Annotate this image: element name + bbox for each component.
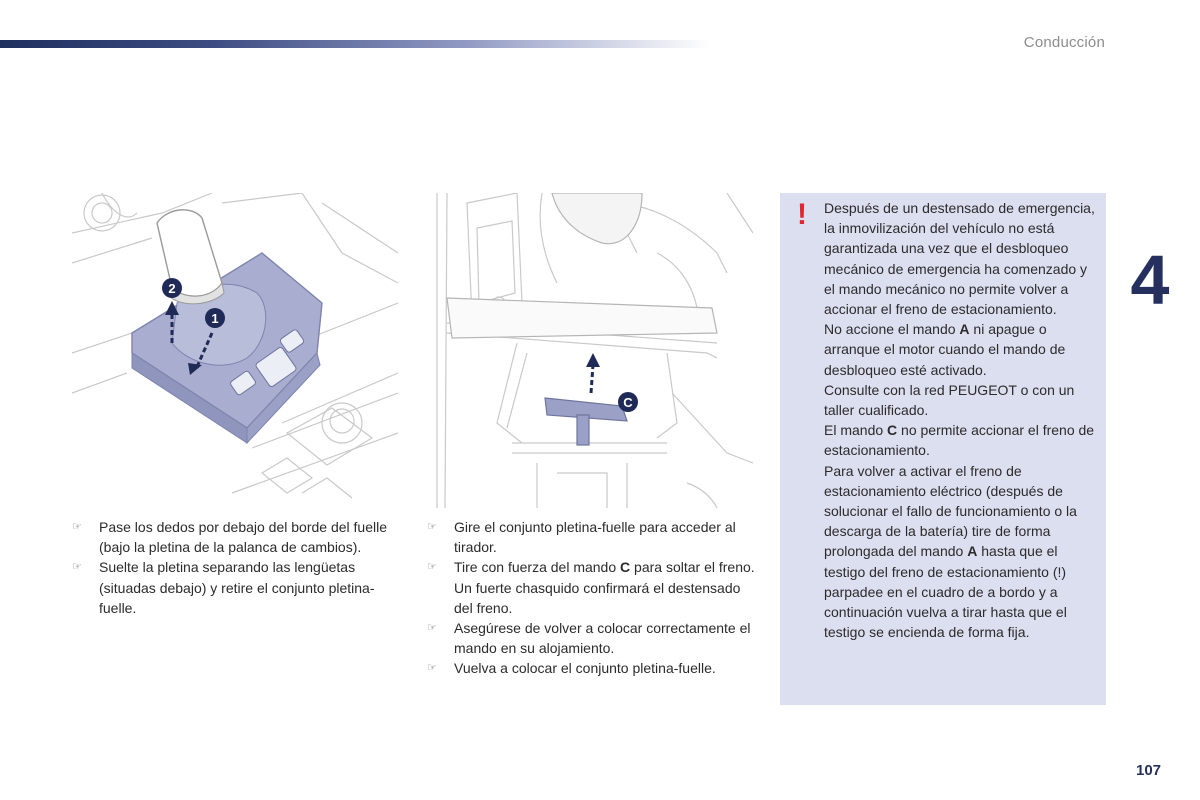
hand-pointer-icon: ☞ — [72, 561, 82, 574]
warning-paragraph: Después de un destensado de emergencia, la inmovilización del vehículo no está garantizada una vez que el desbloqueo mecánico de emergencia ha comenzado y el mando mecánico no permite volver a accionar el freno de estacionamiento. — [824, 200, 1095, 318]
warning-paragraph: No accione el mando A ni apague o arranque el motor cuando el mando de desbloqueo esté activado. — [824, 321, 1066, 378]
page-number: 107 — [1136, 762, 1162, 779]
warning-paragraph: Consulte con la red PEUGEOT o con un taller cualificado. — [824, 381, 1075, 419]
chapter-number: 4 — [1130, 241, 1170, 319]
middle-instructions — [427, 517, 757, 679]
section-title: Conducción — [1023, 34, 1105, 51]
list-item: ☞ Gire el conjunto pletina-fuelle para acceder al tirador. — [427, 519, 736, 556]
header-gradient-bar — [0, 40, 710, 48]
gear-console-illustration — [72, 193, 398, 508]
warning-text — [824, 198, 1096, 642]
callout-c: C — [623, 395, 633, 410]
list-item: ☞ Vuelva a colocar el conjunto pletina-fuelle. — [427, 658, 757, 678]
gear-console-drawing — [72, 193, 398, 508]
hand-pointer-icon: ☞ — [427, 622, 437, 635]
list-item: ☞ Suelte la pletina separando las lengüetas (situadas debajo) y retire el conjunto pletina-fuelle. — [72, 559, 375, 616]
left-instructions — [72, 517, 392, 618]
callout-1: 1 — [211, 311, 219, 326]
list-item: ☞ Pase los dedos por debajo del borde del fuelle (bajo la pletina de la palanca de cambios). — [72, 519, 387, 556]
list-item: ☞ Tire con fuerza del mando C para soltar el freno. Un fuerte chasquido confirmará el destensado del freno. — [427, 559, 755, 616]
hand-pointer-icon: ☞ — [72, 521, 82, 533]
release-handle-illustration — [427, 193, 753, 508]
warning-paragraph: Para volver a activar el freno de estacionamiento eléctrico (después de solucionar el fallo de funcionamiento o la descarga de la batería) tire de forma prolongada del mando A hasta que el testigo del freno de estacionamiento (!) parpadee en el cuadro de a bordo y a continuación vuelva a tirar hasta que el testigo se encienda de forma fija. — [824, 462, 1077, 641]
list-item: ☞ Asegúrese de volver a colocar correctamente el mando en su alojamiento. — [427, 620, 751, 657]
hand-pointer-icon: ☞ — [427, 521, 437, 533]
warning-paragraph: El mando C no permite accionar el freno de estacionamiento. — [824, 422, 1095, 459]
warning-exclamation-icon: ! — [797, 198, 807, 231]
hand-pointer-icon: ☞ — [427, 662, 437, 675]
hand-pointer-icon: ☞ — [427, 561, 437, 574]
release-handle-drawing — [427, 193, 753, 508]
callout-2: 2 — [168, 281, 176, 296]
